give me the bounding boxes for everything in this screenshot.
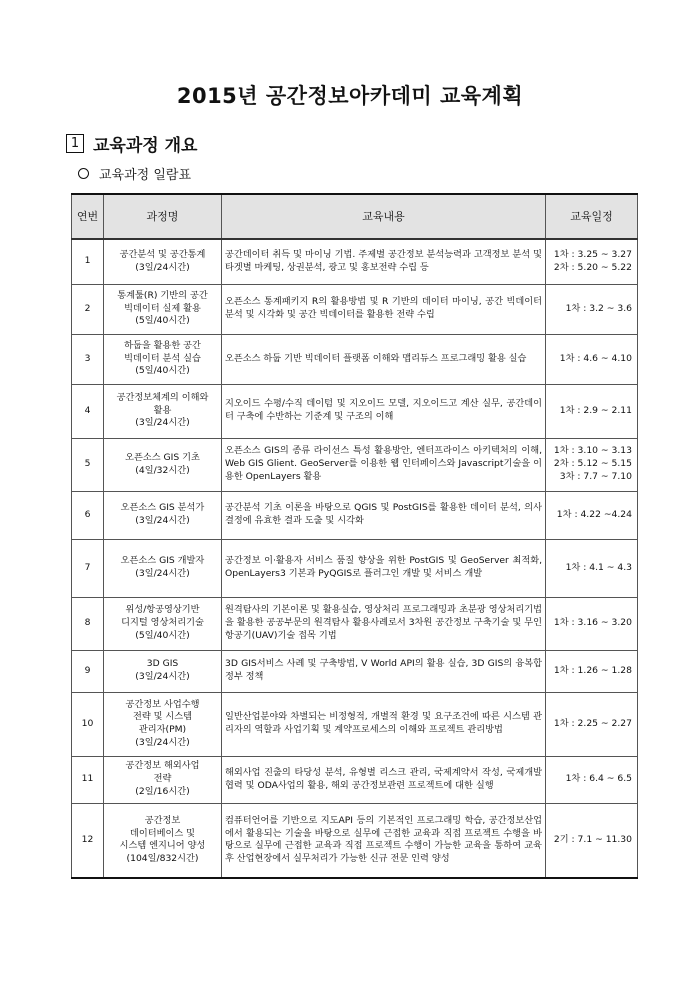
subsection-title: 교육과정 일람표: [99, 168, 192, 183]
schedule-line: 1차 : 2.25 ~ 2.27: [553, 717, 632, 729]
course-content: 공간정보 이·활용자 서비스 품질 향상을 위한 PostGIS 및 GeoServer 최적화, OpenLayers3 기본과 PyQGIS로 플러그인 개발 및 서비스 개발: [222, 539, 546, 597]
course-name-line: 공간정보 사업수행: [125, 698, 200, 710]
course-schedule: [546, 239, 638, 284]
course-name: [104, 438, 222, 491]
course-schedule: [546, 803, 638, 878]
schedule-line: 1차 : 3.10 ~ 3.13: [553, 445, 632, 457]
course-table: [71, 193, 638, 879]
course-schedule: [546, 650, 638, 692]
course-name-line: 전략: [153, 773, 172, 785]
course-name-line: (3일/24시간): [135, 261, 190, 273]
schedule-line: 1차 : 4.22 ~4.24: [556, 508, 632, 520]
course-name-line: 오픈소스 GIS 분석가: [120, 502, 205, 514]
course-name-line: 공간분석 및 공간통계: [119, 249, 206, 261]
course-name: [104, 692, 222, 756]
course-name-line: 전략 및 시스템: [132, 711, 193, 723]
table-row: [72, 803, 638, 878]
course-name-line: 빅데이터 실제 활용: [124, 302, 201, 314]
course-content: 오픈소스 통계패키지 R의 활용방법 및 R 기반의 데이터 마이닝, 공간 빅데이터 분석 및 시각화 및 공간 빅데이터를 활용한 전략 수립: [222, 284, 546, 334]
section-number-box: 1: [66, 134, 84, 153]
course-name-line: 활용: [153, 404, 172, 416]
row-number: 8: [72, 597, 104, 650]
course-schedule: [546, 692, 638, 756]
course-content: 원격탐사의 기본이론 및 활용실습, 영상처리 프로그래밍과 초분광 영상처리기법을 활용한 공공부문의 원격탐사 활용사례로서 3차원 공간정보 구축기술 및 무인항공기(UAV)기술 접목 기법: [222, 597, 546, 650]
course-name-line: 시스템 엔지니어 양성: [119, 840, 206, 852]
row-number: 11: [72, 756, 104, 803]
course-name-line: (5일/40시간): [135, 315, 190, 327]
course-name-line: (3일/24시간): [135, 515, 190, 526]
course-name: [104, 284, 222, 334]
course-name-line: (5일/40시간): [135, 629, 190, 641]
course-name-line: (3일/24시간): [135, 736, 190, 748]
schedule-line: 1차 : 3.2 ~ 3.6: [565, 302, 632, 314]
course-name-line: 빅데이터 분석 실습: [124, 352, 201, 364]
table-header-row: [72, 194, 638, 239]
course-name-line: (3일/24시간): [135, 568, 190, 579]
course-content: 공간분석 기초 이론을 바탕으로 QGIS 및 PostGIS를 활용한 데이터 분석, 의사결정에 유효한 결과 도출 및 시각화: [222, 491, 546, 539]
section-heading: [66, 131, 197, 156]
course-name: [104, 334, 222, 384]
table-row: [72, 756, 638, 803]
schedule-line: 1차 : 4.1 ~ 4.3: [565, 561, 632, 573]
table-row: [72, 539, 638, 597]
course-schedule: [546, 756, 638, 803]
course-name-line: 데이터베이스 및: [129, 827, 196, 839]
course-content: 컴퓨터언어를 기반으로 지도API 등의 기본적인 프로그래밍 학습, 공간정보산업에서 활용되는 기술을 바탕으로 실무에 근접한 교육과 직접 프로젝트 수행을 바탕으로 실무에 근접한 교육과 직접 프로젝트 수행이 가능한 교육을 통하여 교육 후 산업현장에서 실무처리가 가능한 신규 전문 인력 양성: [222, 803, 546, 878]
schedule-line: 2차 : 5.12 ~ 5.15: [553, 458, 632, 470]
schedule-line: 1차 : 3.16 ~ 3.20: [553, 617, 632, 629]
row-number: 10: [72, 692, 104, 756]
course-content: 해외사업 진출의 타당성 분석, 유형별 리스크 관리, 국제계약서 작성, 국제개발 협력 및 ODA사업의 활용, 해외 공간정보관련 프로젝트에 대한 실행: [222, 756, 546, 803]
row-number: 3: [72, 334, 104, 384]
course-schedule: [546, 597, 638, 650]
course-name-line: 공간정보: [144, 814, 181, 826]
table-row: [72, 597, 638, 650]
course-schedule: [546, 491, 638, 539]
row-number: 6: [72, 491, 104, 539]
course-name-line: 공간정보 해외사업: [125, 760, 200, 772]
course-name-line: 관리자(PM): [138, 724, 187, 735]
course-name-line: 통계툴(R) 기반의 공간: [117, 289, 208, 301]
course-name: [104, 597, 222, 650]
course-schedule: [546, 539, 638, 597]
section-title: 교육과정 개요: [93, 136, 198, 156]
row-number: 4: [72, 384, 104, 438]
table-row: [72, 438, 638, 491]
course-content: 공간데이터 취득 및 마이닝 기법. 주제별 공간정보 분석능력과 고객정보 분석 및 타겟별 마케팅, 상권분석, 광고 및 홍보전략 수립 등: [222, 239, 546, 284]
course-content: 오픈소스 하둡 기반 빅데이터 플랫폼 이해와 맵리듀스 프로그래밍 활용 실습: [222, 334, 546, 384]
schedule-line: 3차 : 7.7 ~ 7.10: [559, 470, 632, 482]
course-schedule: [546, 438, 638, 491]
course-name: [104, 384, 222, 438]
row-number: 7: [72, 539, 104, 597]
course-name-line: 디지털 영상처리기술: [121, 617, 204, 629]
table-row: [72, 284, 638, 334]
course-name-line: (4일/32시간): [135, 464, 190, 476]
course-name-line: 오픈소스 GIS 기초: [125, 451, 200, 463]
course-name-line: (3일/24시간): [135, 417, 190, 429]
header-content: 교육내용: [222, 194, 546, 239]
course-content: 일반산업분야와 차별되는 비정형적, 개별적 환경 및 요구조건에 따른 시스템 관리자의 역할과 사업기획 및 계약프로세스의 이해와 프로젝트 관리방법: [222, 692, 546, 756]
schedule-line: 1차 : 6.4 ~ 6.5: [565, 773, 632, 785]
course-name-line: 3D GIS: [146, 658, 179, 670]
course-content: 오픈소스 GIS의 종류 라이선스 특성 활용방안, 엔터프라이스 아키텍처의 이해, Web GIS Glient. GeoServer를 이용한 웹 인터페이스와 Javascript기술을 이용한 OpenLayers 활용: [222, 438, 546, 491]
table-row: [72, 692, 638, 756]
circle-bullet-icon: [78, 168, 89, 179]
course-name: [104, 491, 222, 539]
table-body: [72, 239, 638, 878]
course-name: [104, 756, 222, 803]
table-row: [72, 384, 638, 438]
course-schedule: [546, 384, 638, 438]
schedule-line: 2기 : 7.1 ~ 11.30: [553, 833, 632, 845]
course-name: [104, 539, 222, 597]
course-content: 지오이드 수평/수직 데이텀 및 지오이드 모델, 지오이드고 계산 실무, 공간데이터 구축에 수반하는 기준계 및 구조의 이해: [222, 384, 546, 438]
course-name-line: 오픈소스 GIS 개발자: [120, 555, 205, 567]
course-name-line: (3일/24시간): [135, 671, 190, 682]
course-content: 3D GIS서비스 사례 및 구축방법, V World API의 활용 실습, 3D GIS의 융복합 정부 정책: [222, 650, 546, 692]
course-schedule: [546, 284, 638, 334]
course-name-line: (5일/40시간): [135, 365, 190, 377]
course-name: [104, 239, 222, 284]
table-row: [72, 491, 638, 539]
header-schedule: 교육일정: [546, 194, 638, 239]
schedule-line: 1차 : 4.6 ~ 4.10: [559, 352, 632, 364]
course-name-line: (2일/16시간): [135, 785, 190, 797]
row-number: 1: [72, 239, 104, 284]
course-name: [104, 803, 222, 878]
course-name-line: 위성/항공영상기반: [125, 604, 200, 616]
row-number: 2: [72, 284, 104, 334]
subsection-heading: [78, 164, 191, 183]
schedule-line: 1차 : 3.25 ~ 3.27: [553, 249, 632, 261]
course-name-line: 공간정보체계의 이해와: [116, 391, 209, 403]
course-name-line: 하둡을 활용한 공간: [124, 339, 201, 351]
course-name: [104, 650, 222, 692]
row-number: 9: [72, 650, 104, 692]
header-no: 연번: [72, 194, 104, 239]
table-row: [72, 239, 638, 284]
row-number: 12: [72, 803, 104, 878]
header-course: 과정명: [104, 194, 222, 239]
schedule-line: 1차 : 1.26 ~ 1.28: [553, 664, 632, 676]
table-row: [72, 334, 638, 384]
schedule-line: 2차 : 5.20 ~ 5.22: [553, 261, 632, 273]
row-number: 5: [72, 438, 104, 491]
course-schedule: [546, 334, 638, 384]
course-name-line: (104일/832시간): [126, 852, 199, 864]
table-row: [72, 650, 638, 692]
page-title: 2015년 공간정보아카데미 교육계획: [176, 84, 524, 108]
schedule-line: 1차 : 2.9 ~ 2.11: [559, 404, 632, 416]
